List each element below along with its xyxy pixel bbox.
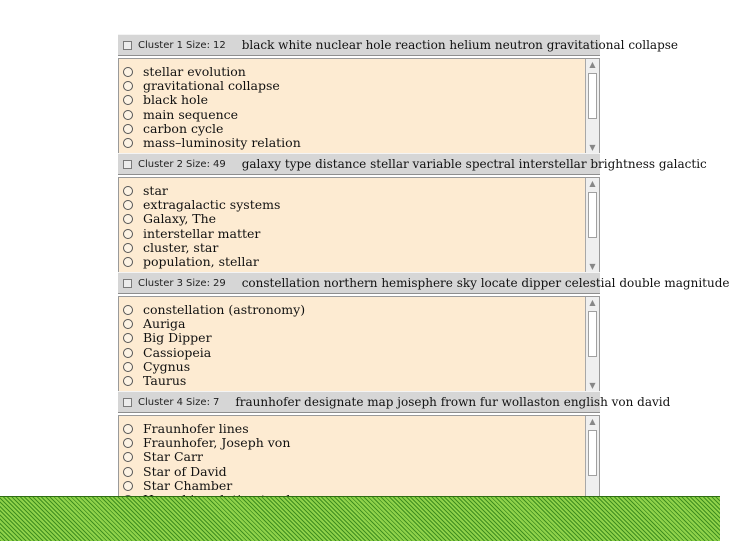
list-item[interactable]	[123, 136, 581, 150]
cluster-size: 12	[212, 39, 226, 51]
item-label: Big Dipper	[143, 330, 212, 346]
item-label: Cassiopeia	[143, 344, 212, 360]
item-label: Galaxy, The	[143, 211, 217, 227]
size-label: Size:	[186, 39, 210, 51]
item-label: population, stellar	[143, 254, 259, 270]
scroll-thumb[interactable]	[588, 430, 597, 476]
list-item[interactable]	[123, 346, 581, 360]
list-item[interactable]	[123, 436, 581, 450]
list-item[interactable]	[123, 212, 581, 226]
radio-button[interactable]	[123, 229, 133, 239]
scroll-up-arrow-icon[interactable]: ▲	[589, 298, 596, 307]
item-label: Cygnus	[143, 358, 191, 374]
list-item[interactable]	[123, 374, 581, 388]
radio-button[interactable]	[123, 186, 133, 196]
list-item[interactable]	[123, 227, 581, 241]
list-item[interactable]	[123, 241, 581, 255]
radio-button[interactable]	[123, 348, 133, 358]
vertical-scrollbar[interactable]	[585, 297, 599, 391]
item-label: main sequence	[143, 106, 239, 122]
scroll-down-arrow-icon[interactable]: ▼	[589, 381, 596, 390]
item-label: gravitational collapse	[143, 78, 280, 94]
scroll-up-arrow-icon[interactable]: ▲	[589, 179, 596, 188]
list-item[interactable]	[123, 93, 581, 107]
cluster-keywords: galaxy type distance stellar variable spectral interstellar brightness galactic	[241, 157, 707, 171]
radio-button[interactable]	[123, 305, 133, 315]
radio-button[interactable]	[123, 214, 133, 224]
item-label: mass–luminosity relation	[143, 135, 301, 151]
cluster-header[interactable]	[118, 272, 730, 294]
list-item[interactable]	[123, 465, 581, 479]
cluster-header[interactable]	[118, 391, 671, 413]
radio-button[interactable]	[123, 257, 133, 267]
cluster-label: Cluster 1	[138, 39, 184, 51]
list-item[interactable]	[123, 331, 581, 345]
item-label: Taurus	[143, 373, 187, 389]
cluster-item-list[interactable]	[118, 296, 600, 392]
item-label: Auriga	[143, 316, 186, 332]
item-label: constellation (astronomy)	[143, 302, 306, 318]
radio-button[interactable]	[123, 438, 133, 448]
list-item[interactable]	[123, 108, 581, 122]
item-label: Fraunhofer, Joseph von	[143, 435, 291, 451]
radio-button[interactable]	[123, 452, 133, 462]
radio-button[interactable]	[123, 467, 133, 477]
radio-button[interactable]	[123, 362, 133, 372]
item-label: Star of David	[143, 463, 227, 479]
cluster-keywords: fraunhofer designate map joseph frown fur wollaston english von david	[235, 395, 671, 409]
radio-button[interactable]	[123, 200, 133, 210]
cluster-label: Cluster 3	[138, 277, 184, 289]
cluster-toggle-checkbox[interactable]	[123, 398, 132, 407]
item-label: carbon cycle	[143, 120, 224, 136]
cluster-keywords: black white nuclear hole reaction helium neutron gravitational collapse	[241, 38, 679, 52]
list-item[interactable]	[123, 255, 581, 269]
radio-button[interactable]	[123, 95, 133, 105]
scroll-thumb[interactable]	[588, 192, 597, 238]
scroll-thumb[interactable]	[588, 311, 597, 357]
radio-button[interactable]	[123, 81, 133, 91]
list-item[interactable]	[123, 479, 581, 493]
vertical-scrollbar[interactable]	[585, 59, 599, 153]
cluster-label: Cluster 4	[138, 396, 184, 408]
radio-button[interactable]	[123, 243, 133, 253]
list-item[interactable]	[123, 198, 581, 212]
cluster-toggle-checkbox[interactable]	[123, 41, 132, 50]
cluster-item-list[interactable]	[118, 177, 600, 273]
item-label: extragalactic systems	[143, 197, 281, 213]
vertical-scrollbar[interactable]	[585, 178, 599, 272]
size-label: Size:	[186, 277, 210, 289]
radio-button[interactable]	[123, 319, 133, 329]
scroll-thumb[interactable]	[588, 73, 597, 119]
list-item[interactable]	[123, 422, 581, 436]
item-label: Fraunhofer lines	[143, 421, 249, 437]
list-item[interactable]	[123, 184, 581, 198]
radio-button[interactable]	[123, 110, 133, 120]
cluster-item-list[interactable]	[118, 58, 600, 154]
list-item[interactable]	[123, 450, 581, 464]
size-label: Size:	[186, 158, 210, 170]
radio-button[interactable]	[123, 124, 133, 134]
scroll-up-arrow-icon[interactable]: ▲	[589, 417, 596, 426]
scroll-down-arrow-icon[interactable]: ▼	[589, 143, 596, 152]
item-label: Star Chamber	[143, 477, 233, 493]
radio-button[interactable]	[123, 376, 133, 386]
cluster-browser-panel	[118, 34, 730, 504]
list-item[interactable]	[123, 317, 581, 331]
item-label: interstellar matter	[143, 225, 261, 241]
cluster-size: 7	[212, 396, 220, 408]
cluster-label: Cluster 2	[138, 158, 184, 170]
item-label: black hole	[143, 92, 208, 108]
scroll-up-arrow-icon[interactable]: ▲	[589, 60, 596, 69]
cluster-toggle-checkbox[interactable]	[123, 160, 132, 169]
cluster-toggle-checkbox[interactable]	[123, 279, 132, 288]
radio-button[interactable]	[123, 481, 133, 491]
radio-button[interactable]	[123, 138, 133, 148]
item-label: stellar evolution	[143, 64, 246, 80]
cluster-size: 49	[212, 158, 226, 170]
cluster-header[interactable]	[118, 34, 679, 56]
list-item[interactable]	[123, 122, 581, 136]
list-item[interactable]	[123, 303, 581, 317]
radio-button[interactable]	[123, 333, 133, 343]
scroll-down-arrow-icon[interactable]: ▼	[589, 262, 596, 271]
size-label: Size:	[186, 396, 210, 408]
cluster-header[interactable]	[118, 153, 707, 175]
cluster-keywords: constellation northern hemisphere sky locate dipper celestial double magnitude	[241, 276, 730, 290]
list-item[interactable]	[123, 79, 581, 93]
item-label: Star Carr	[143, 449, 203, 465]
item-label: star	[143, 183, 168, 199]
list-item[interactable]	[123, 65, 581, 79]
footer-decorative-bar	[0, 496, 720, 541]
radio-button[interactable]	[123, 424, 133, 434]
list-item[interactable]	[123, 360, 581, 374]
item-label: cluster, star	[143, 239, 219, 255]
radio-button[interactable]	[123, 67, 133, 77]
cluster-size: 29	[212, 277, 226, 289]
